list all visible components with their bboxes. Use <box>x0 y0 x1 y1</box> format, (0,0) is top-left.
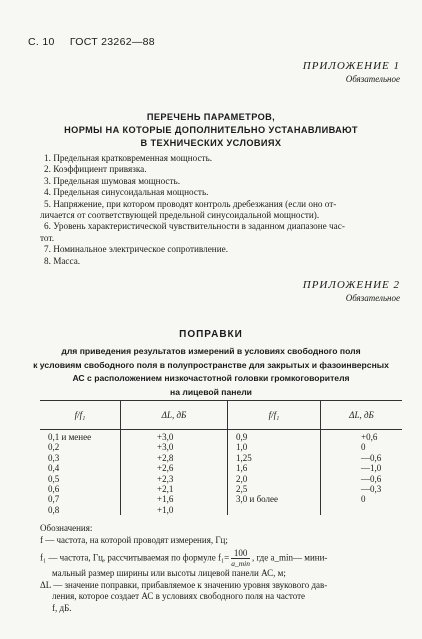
table-cell: +3,0 <box>157 442 174 453</box>
column-dl-left <box>121 430 228 516</box>
table-cell: 0,9 <box>236 432 248 442</box>
parameters-list <box>40 153 404 267</box>
appendix-2-status: Обязательное <box>345 293 400 303</box>
column-dl-right <box>321 430 403 516</box>
page-header <box>28 36 167 48</box>
table-cell: 0 <box>361 494 366 505</box>
subtitle-line-2: к условиям свободного поля в полупространстве для закрытых и фазоинверсных <box>33 359 389 370</box>
table-cell: 0,3 <box>48 452 60 463</box>
corrections-subtitle <box>0 345 422 399</box>
table-cell: 0 <box>361 442 366 453</box>
table-cell: —1,0 <box>361 463 382 474</box>
table-header-row <box>40 401 402 430</box>
table-cell: 3,0 и более <box>236 494 279 505</box>
table-cell: +2,3 <box>157 473 174 484</box>
appendix-1-title: ПРИЛОЖЕНИЕ 1 <box>302 60 400 72</box>
notation-f: f — частота, на которой проводят измерения, Гц; <box>40 534 228 545</box>
notation-f1-cont: мальный размер ширины или высоты лицевой панели АС, м; <box>52 568 286 578</box>
list-item: 8. Масса. <box>44 255 81 266</box>
table-cell: —0,6 <box>361 473 382 484</box>
column-f-ratio-left <box>40 430 121 516</box>
table-cell: +2,1 <box>157 484 174 495</box>
table-cell: 1,6 <box>236 463 248 474</box>
fraction-numerator: 100 <box>231 549 250 559</box>
list-item-continuation: тот. <box>40 232 54 243</box>
col-header-ratio-2: f/f₁ <box>228 401 321 430</box>
col-header-ratio-1: f/f₁ <box>40 401 121 430</box>
notation-f1-text: f₁ — частота, Гц, рассчитываемая по формуле f₁= <box>40 552 230 563</box>
fraction-denominator: a_min <box>231 559 250 568</box>
list-item: 1. Предельная кратковременная мощность. <box>44 153 213 163</box>
list-item: 3. Предельная шумовая мощность. <box>44 175 180 186</box>
appendix-1-heading <box>303 60 400 84</box>
page-number: С. 10 <box>28 36 55 48</box>
list-item: 7. Номинальное электрическое сопротивление. <box>44 244 228 255</box>
table-cell: +1,6 <box>157 494 174 505</box>
subtitle-line-4: на лицевой панели <box>170 386 252 397</box>
subtitle-line-3: АС с расположением низкочастотной головки громкоговорителя <box>72 373 350 383</box>
table-cell: 0,6 <box>48 484 60 495</box>
table-cell: +0,6 <box>361 432 378 442</box>
list-item: 4. Предельная синусоидальная мощность. <box>44 187 209 198</box>
subtitle-line-1: для приведения результатов измерений в условиях свободного поля <box>61 346 361 356</box>
table-row <box>40 430 402 516</box>
f1-formula-fraction <box>231 549 250 568</box>
notation-dl-cont-2: f, дБ. <box>52 602 72 613</box>
col-header-dl-1: ΔL, дБ <box>121 401 228 430</box>
notation-heading: Обозначения: <box>40 523 93 533</box>
table-cell: 0,5 <box>48 473 60 484</box>
col-header-dl-2: ΔL, дБ <box>321 401 403 430</box>
table-cell: 2,5 <box>236 484 248 495</box>
notation-f1 <box>40 549 410 568</box>
table-cell: 1,25 <box>236 452 252 463</box>
table-cell: 0,4 <box>48 463 60 474</box>
table-cell: —0,6 <box>361 452 382 463</box>
corrections-table <box>40 400 402 515</box>
table-cell: 2,0 <box>236 473 248 484</box>
appendix-2-heading <box>303 279 400 303</box>
table-cell: —0,3 <box>361 484 382 495</box>
table-cell: 0,7 <box>48 494 60 505</box>
notation-dl: ΔL — значение поправки, прибавляемое к значению уровня звукового дав- <box>40 579 328 590</box>
title-line-1: ПЕРЕЧЕНЬ ПАРАМЕТРОВ, <box>146 112 276 122</box>
list-item-continuation: личается от соответствующей предельной синусоидальной мощности). <box>40 210 320 221</box>
table-cell: +2,8 <box>157 452 174 463</box>
parameters-list-title <box>0 111 422 150</box>
table-cell: +2,6 <box>157 463 174 474</box>
title-line-3: В ТЕХНИЧЕСКИХ УСЛОВИЯХ <box>140 138 282 148</box>
table-cell: +3,0 <box>157 432 174 442</box>
title-line-2: НОРМЫ НА КОТОРЫЕ ДОПОЛНИТЕЛЬНО УСТАНАВЛИВАЮТ <box>64 125 358 135</box>
table-cell: 1,0 <box>236 442 248 453</box>
notation-block <box>40 523 410 614</box>
notation-dl-cont: ления, которое создает АС в условиях свободного поля на частоте <box>52 591 306 601</box>
list-item: 2. Коэффициент привязка. <box>44 164 147 175</box>
table-cell: 0,2 <box>48 442 60 453</box>
table-cell: 0,1 и менее <box>48 432 92 442</box>
corrections-title: ПОПРАВКИ <box>179 329 243 340</box>
table-cell: +1,0 <box>157 504 174 515</box>
appendix-1-status: Обязательное <box>345 74 400 84</box>
standard-code: ГОСТ 23262—88 <box>69 36 155 48</box>
list-item: 5. Напряжение, при котором проводят контроль дребезжания (если оно от- <box>44 198 337 209</box>
appendix-2-title: ПРИЛОЖЕНИЕ 2 <box>302 279 400 291</box>
list-item: 6. Уровень характеристической чувствительности в заданном диапазоне час- <box>44 221 345 232</box>
column-f-ratio-right <box>228 430 321 516</box>
table-cell: 0,8 <box>48 504 60 515</box>
notation-f1-text-tail: , где a_min— мини- <box>251 552 328 563</box>
